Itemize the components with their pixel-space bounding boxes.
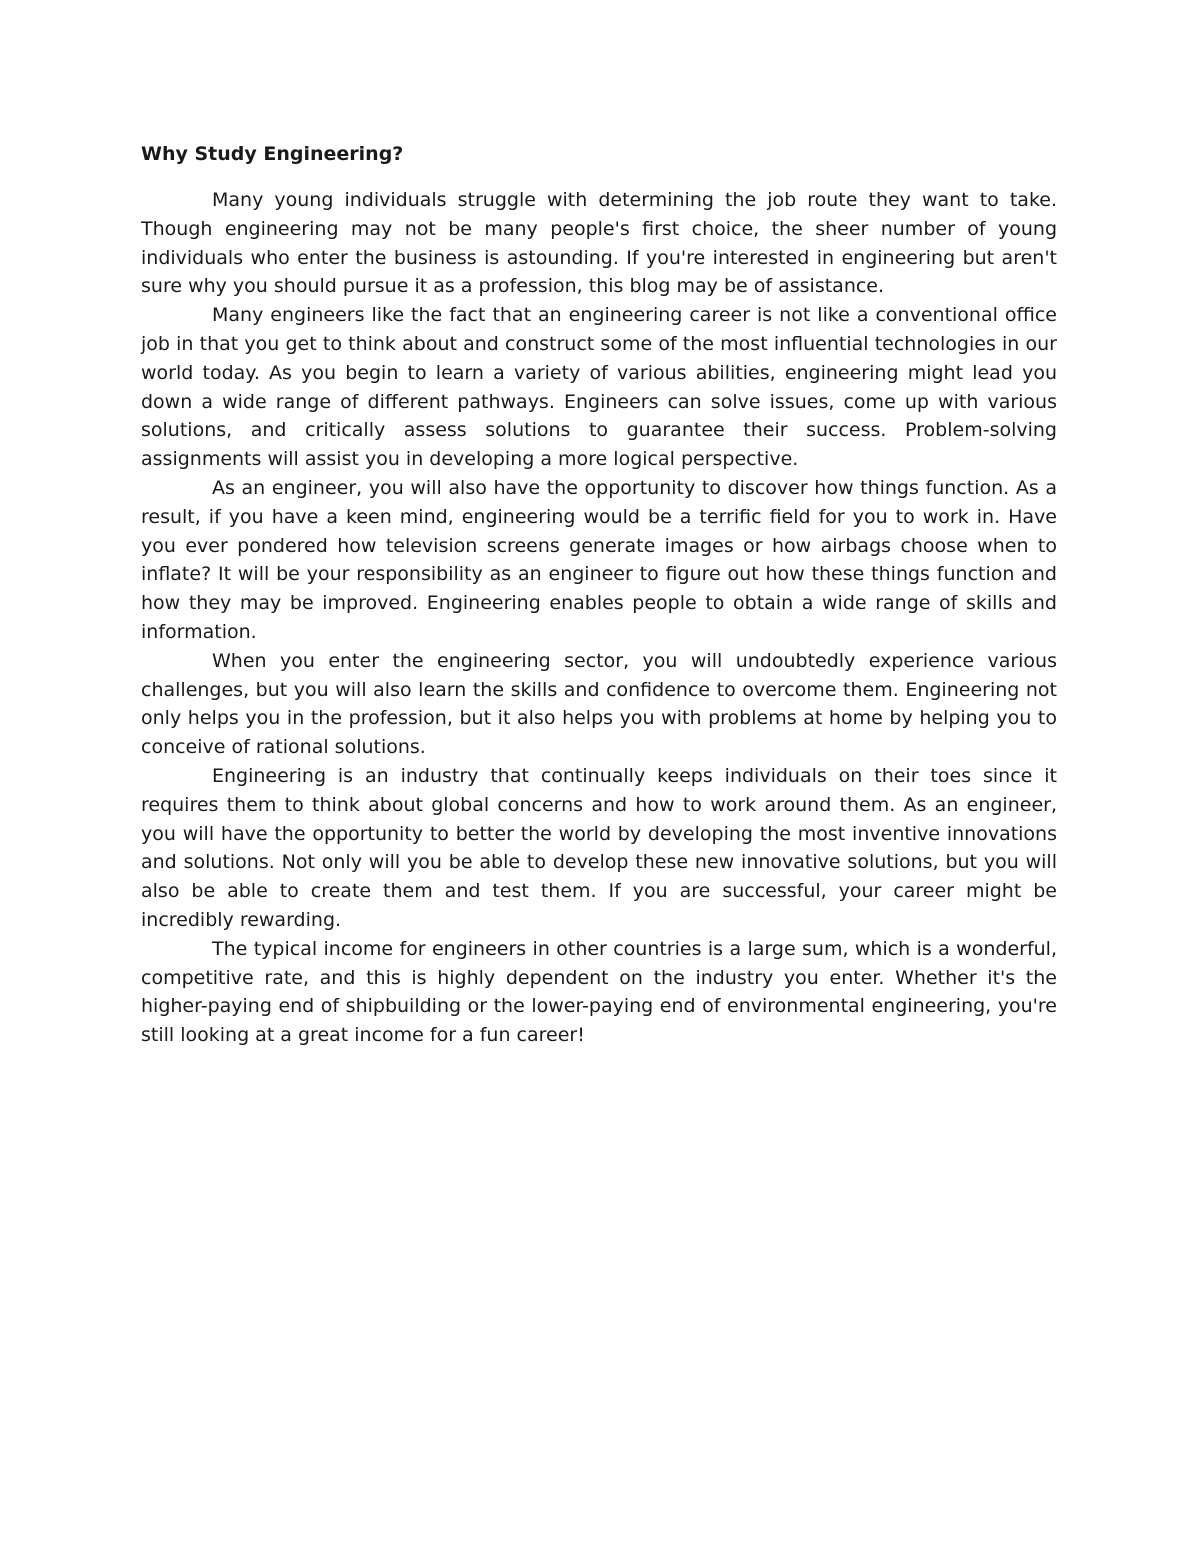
paragraph-1: Many young individuals struggle with determining the job route they want to take. Though engineering may not be many people's first choice, the sheer number of young individuals who enter the business is astounding. If you're interested in engineering but aren't sure why you should pursue it as a profession, this blog may be of assistance. <box>141 189 1057 298</box>
paragraph-3: As an engineer, you will also have the opportunity to discover how things function. As a result, if you have a keen mind, engineering would be a terrific field for you to work in. Have you ever pondered how television screens generate images or how airbags choose when to inflate? It will be your responsibility as an engineer to figure out how these things function and how they may be improved. Engineering enables people to obtain a wide range of skills and information. <box>141 476 1057 643</box>
paragraph-5: Engineering is an industry that continually keeps individuals on their toes since it requires them to think about global concerns and how to work around them. As an engineer, you will have the opportunity to better the world by developing the most inventive innovations and solutions. Not only will you be able to develop these new innovative solutions, but you will also be able to create them and test them. If you are successful, your career might be incredibly rewarding. <box>141 764 1057 931</box>
document-title: Why Study Engineering? <box>141 143 404 165</box>
paragraph-2: Many engineers like the fact that an engineering career is not like a conventional office job in that you get to think about and construct some of the most influential technologies in our world today. As you begin to learn a variety of various abilities, engineering might lead you down a wide range of different pathways. Engineers can solve issues, come up with various solutions, and critically assess solutions to guarantee their success. Problem-solving assignments will assist you in developing a more logical perspective. <box>141 304 1057 471</box>
document-body <box>141 140 1057 1050</box>
paragraph-4: When you enter the engineering sector, you will undoubtedly experience various challenges, but you will also learn the skills and confidence to overcome them. Engineering not only helps you in the profession, but it also helps you with problems at home by helping you to conceive of rational solutions. <box>141 649 1057 759</box>
paragraph-6: The typical income for engineers in other countries is a large sum, which is a wonderful, competitive rate, and this is highly dependent on the industry you enter. Whether it's the higher-paying end of shipbuilding or the lower-paying end of environmental engineering, you're still looking at a great income for a fun career! <box>141 937 1057 1047</box>
